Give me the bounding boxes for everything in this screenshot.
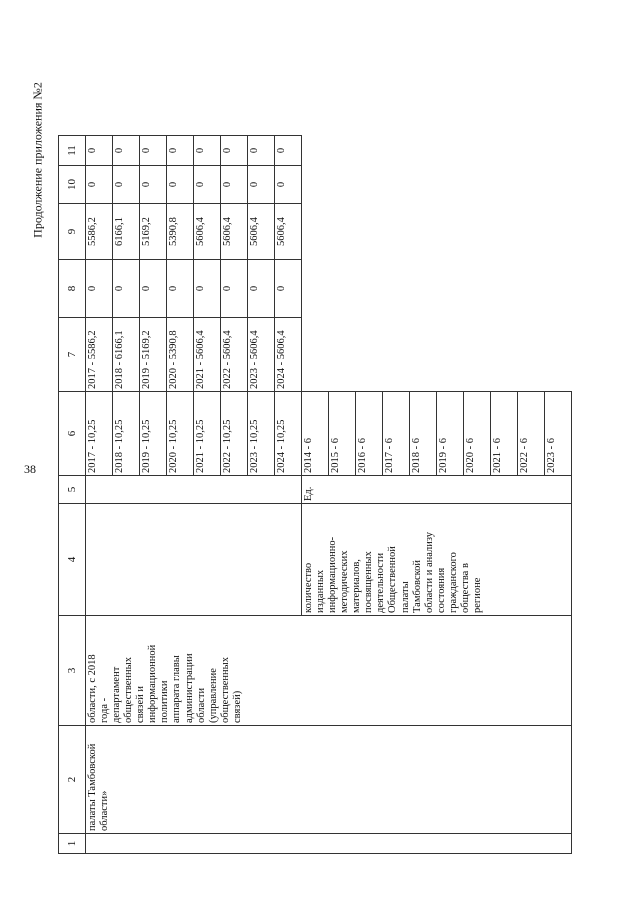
col-header-10: 10 [59,166,86,204]
unit-cell: Ед. [302,476,572,504]
col3-cell-line: общественных [219,657,231,723]
col10-value: 0 [194,166,221,204]
col2-cell-line: области» [99,790,111,831]
col-header-11: 11 [59,136,86,166]
indicator-description-line: гражданского [447,552,459,613]
col9-value: 5606,4 [275,204,302,260]
col7-value: 2017 - 5586,2 [86,318,113,392]
table-row [302,36,329,854]
col8-value: 0 [86,260,113,318]
table-row [86,36,113,854]
appendix-title [28,60,48,260]
col11-value: 0 [221,136,248,166]
indicator-year-value: 2018 - 6 [410,392,437,476]
col6-value: 2024 - 10,25 [275,392,302,476]
col-header-1: 1 [59,834,86,854]
col6-value: 2023 - 10,25 [248,392,275,476]
col8-value: 0 [194,260,221,318]
col10-value: 0 [167,166,194,204]
page-number: 38 [24,462,36,476]
col9-value: 5390,8 [167,204,194,260]
col3-cell-line: департамент [111,666,123,723]
col9-value: 5606,4 [248,204,275,260]
indicator-description-line: Общественной [387,546,399,613]
col8-value: 0 [167,260,194,318]
appendix-title-text: Продолжение приложения №2 [30,82,45,238]
col-header-7: 7 [59,318,86,392]
indicator-year-value: 2023 - 6 [545,392,572,476]
col8-value: 0 [248,260,275,318]
col8-value: 0 [140,260,167,318]
col3-cell [86,616,302,726]
col3-cell-line: (управление [207,668,219,723]
indicator-year-value: 2022 - 6 [518,392,545,476]
col11-value: 0 [167,136,194,166]
row-spacer [194,36,221,136]
col10-value: 0 [113,166,140,204]
indicator-description-line: изданных [315,569,327,613]
col3-cell-line: области, с 2018 [87,654,98,723]
col9-value: 5606,4 [194,204,221,260]
indicator-year-value: 2015 - 6 [329,392,356,476]
indicator-description-line: деятельности [375,552,387,613]
col8-value: 0 [113,260,140,318]
col7-value: 2021 - 5606,4 [194,318,221,392]
indicator-year-value: 2016 - 6 [356,392,383,476]
indicator-description-line: информационно- [327,536,339,613]
col10-value: 0 [86,166,113,204]
row-spacer [167,36,194,136]
col3-cell-line: общественных [123,657,135,723]
indicator-description-line: состояния [435,567,447,613]
col7-value: 2020 - 5390,8 [167,318,194,392]
row-spacer [113,36,140,136]
indicator-description-line: посвященных [363,551,375,613]
col-header-5: 5 [59,476,86,504]
indicator-year-value: 2014 - 6 [302,392,329,476]
col7-value: 2024 - 5606,4 [275,318,302,392]
col7-value: 2018 - 6166,1 [113,318,140,392]
indicator-description-line: материалов, [351,559,363,613]
col-header-3: 3 [59,616,86,726]
col-header-2: 2 [59,726,86,834]
col3-cell-line: политики [159,680,171,723]
indicator-description-line: регионе [471,577,483,613]
blank-area [302,36,572,392]
col7-value: 2022 - 5606,4 [221,318,248,392]
col10-value: 0 [248,166,275,204]
col11-value: 0 [248,136,275,166]
header-spacer [59,36,86,136]
col-header-8: 8 [59,260,86,318]
header-row [59,36,86,854]
row-spacer [221,36,248,136]
col9-value: 5606,4 [221,204,248,260]
col6-value: 2021 - 10,25 [194,392,221,476]
col11-value: 0 [194,136,221,166]
col-header-6: 6 [59,392,86,476]
col2-cell [86,726,302,834]
table-container [58,36,624,854]
col8-value: 0 [221,260,248,318]
col3-cell-cont [302,616,572,726]
col10-value: 0 [140,166,167,204]
col9-value: 6166,1 [113,204,140,260]
row-spacer [275,36,302,136]
col6-value: 2019 - 10,25 [140,392,167,476]
col2-cell-cont [302,726,572,834]
col11-value: 0 [275,136,302,166]
indicator-description-line: области и анализу [423,531,435,613]
col-header-4: 4 [59,504,86,616]
col10-value: 0 [221,166,248,204]
indicator-year-value: 2019 - 6 [437,392,464,476]
col3-cell-line: аппарата главы [171,655,183,723]
row-spacer [86,36,113,136]
indicator-year-value: 2021 - 6 [491,392,518,476]
col3-cell-line: связей) [231,690,243,723]
indicator-year-value: 2017 - 6 [383,392,410,476]
col3-cell-line: информационной [147,644,159,723]
col7-value: 2019 - 5169,2 [140,318,167,392]
indicator-description-line: палаты [399,581,411,613]
col6-value: 2018 - 10,25 [113,392,140,476]
col8-value: 0 [275,260,302,318]
indicator-year-value: 2020 - 6 [464,392,491,476]
rotated-table [58,36,624,854]
col6-value: 2022 - 10,25 [221,392,248,476]
col10-value: 0 [275,166,302,204]
col3-cell-line: года - [99,697,111,723]
row-spacer [140,36,167,136]
indicator-description-line: общества в [459,563,471,613]
col-header-9: 9 [59,204,86,260]
col1-cell [86,834,302,854]
col9-value: 5586,2 [86,204,113,260]
indicator-description [302,504,572,616]
col5-cell-empty [86,476,302,504]
indicator-description-line: количество [303,562,314,613]
col3-cell-line: связей и [135,686,147,723]
indicator-description-line: методических [339,550,351,613]
col2-cell-line: палаты Тамбовской [87,743,98,831]
col6-value: 2020 - 10,25 [167,392,194,476]
col11-value: 0 [113,136,140,166]
program-table [58,36,572,855]
col9-value: 5169,2 [140,204,167,260]
col4-cell-empty [86,504,302,616]
col1-cell-cont [302,834,572,854]
col11-value: 0 [140,136,167,166]
col3-cell-line: администрации [183,653,195,723]
col11-value: 0 [86,136,113,166]
col6-value: 2017 - 10,25 [86,392,113,476]
col3-cell-line: области [195,687,207,723]
indicator-description-line: Тамбовской [411,559,423,613]
col7-value: 2023 - 5606,4 [248,318,275,392]
row-spacer [248,36,275,136]
